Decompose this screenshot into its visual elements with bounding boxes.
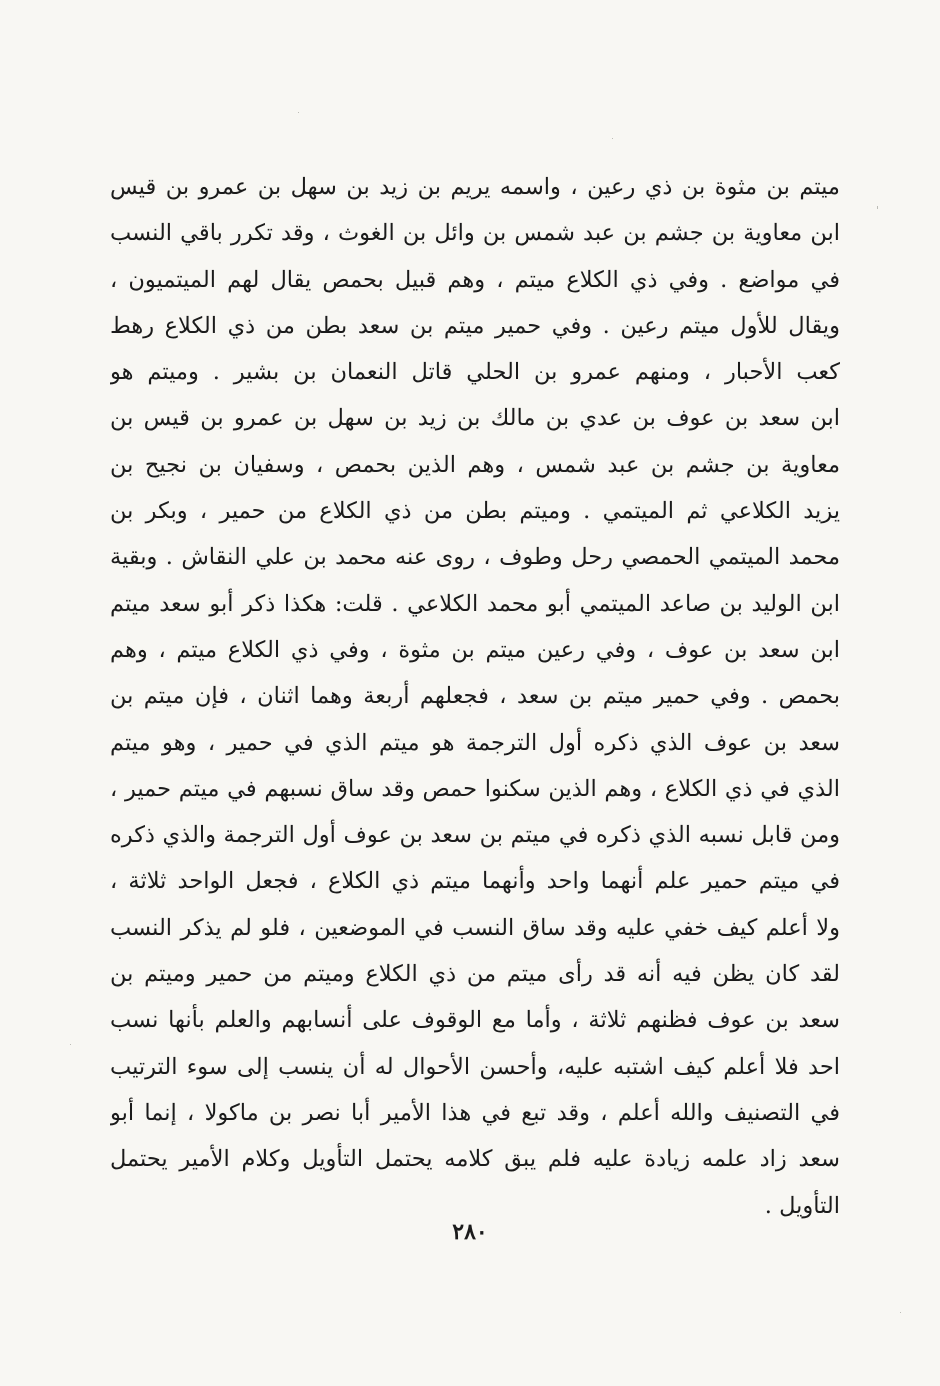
- text-line: احد فلا أعلم كيف اشتبه عليه، وأحسن الأحوال له أن ينسب إلى سوء الترتيب: [110, 1053, 840, 1080]
- text-line: سعد بن عوف فظنهم ثلاثة ، وأما مع الوقوف على أنسابهم والعلم بأنها نسب: [110, 1007, 840, 1034]
- text-line: ويقال للأول ميتم رعين . وفي حمير ميتم بن سعد بطن من ذي الكلاع رهط: [110, 312, 840, 339]
- body-text: [110, 164, 840, 1229]
- text-line: يزيد الكلاعي ثم الميتمي . وميتم بطن من ذي الكلاع من حمير ، وبكر بن: [110, 498, 840, 525]
- text-line: ابن الوليد بن صاعد الميتمي أبو محمد الكلاعي . قلت: هكذا ذكر أبو سعد ميتم: [110, 590, 840, 617]
- text-line: بحمص . وفي حمير ميتم بن سعد ، فجعلهم أربعة وهما اثنان ، فإن ميتم بن: [110, 683, 840, 710]
- text-line: كعب الأحبار ، ومنهم عمرو بن الحلي قاتل النعمان بن بشير . وميتم هو: [110, 359, 840, 386]
- text-line: ابن معاوية بن جشم بن عبد شمس بن وائل بن الغوث ، وقد تكرر باقي النسب: [110, 220, 840, 247]
- text-line: محمد الميتمي الحمصي رحل وطوف ، روى عنه محمد بن علي النقاش . وبقية: [110, 544, 840, 571]
- text-line-last: التأويل .: [764, 1192, 840, 1219]
- text-line: معاوية بن جشم بن عبد شمس ، وهم الذين بحمص ، وسفيان بن نجيح بن: [110, 451, 840, 478]
- scan-speck: [612, 138, 613, 139]
- text-line: الذي في ذي الكلاع ، وهم الذين سكنوا حمص وقد ساق نسبهم في ميتم حمير ،: [110, 775, 840, 802]
- text-line: ومن قابل نسبه الذي ذكره في ميتم بن سعد بن عوف أول الترجمة والذي ذكره: [110, 822, 840, 849]
- scan-speck: [70, 1044, 71, 1045]
- scan-speck: [877, 206, 878, 209]
- scan-speck: [900, 1312, 901, 1313]
- page-number: ٢٨٠: [452, 1219, 488, 1245]
- text-line: سعد بن عوف الذي ذكره أول الترجمة هو ميتم الذي في حمير ، وهو ميتم: [110, 729, 840, 756]
- text-line: ميتم بن مثوة بن ذي رعين ، واسمه يريم بن زيد بن سهل بن عمرو بن قيس: [110, 174, 840, 200]
- text-line: ابن سعد بن عوف بن عدي بن مالك بن زيد بن سهل بن عمرو بن قيس بن: [110, 405, 840, 432]
- text-line: ولا أعلم كيف خفي عليه وقد ساق النسب في الموضعين ، فلو لم يذكر النسب: [110, 914, 840, 941]
- scan-speck: [298, 112, 299, 113]
- text-line: لقد كان يظن فيه أنه قد رأى ميتم من ذي الكلاع وميتم من حمير وميتم بن: [110, 961, 840, 988]
- text-line: سعد زاد علمه زيادة عليه فلم يبق كلامه يحتمل التأويل وكلام الأمير يحتمل: [110, 1146, 840, 1173]
- text-line: في مواضع . وفي ذي الكلاع ميتم ، وهم قبيل بحمص يقال لهم الميتميون ،: [110, 266, 840, 293]
- text-line: في التصنيف والله أعلم ، وقد تبع في هذا الأمير أبا نصر بن ماكولا ، إنما أبو: [110, 1099, 840, 1126]
- text-line: ابن سعد بن عوف ، وفي رعين ميتم بن مثوة ، وفي ذي الكلاع ميتم ، وهم: [110, 636, 840, 663]
- text-line: في ميتم حمير علم أنهما واحد وأنهما ميتم ذي الكلاع ، فجعل الواحد ثلاثة ،: [110, 868, 840, 895]
